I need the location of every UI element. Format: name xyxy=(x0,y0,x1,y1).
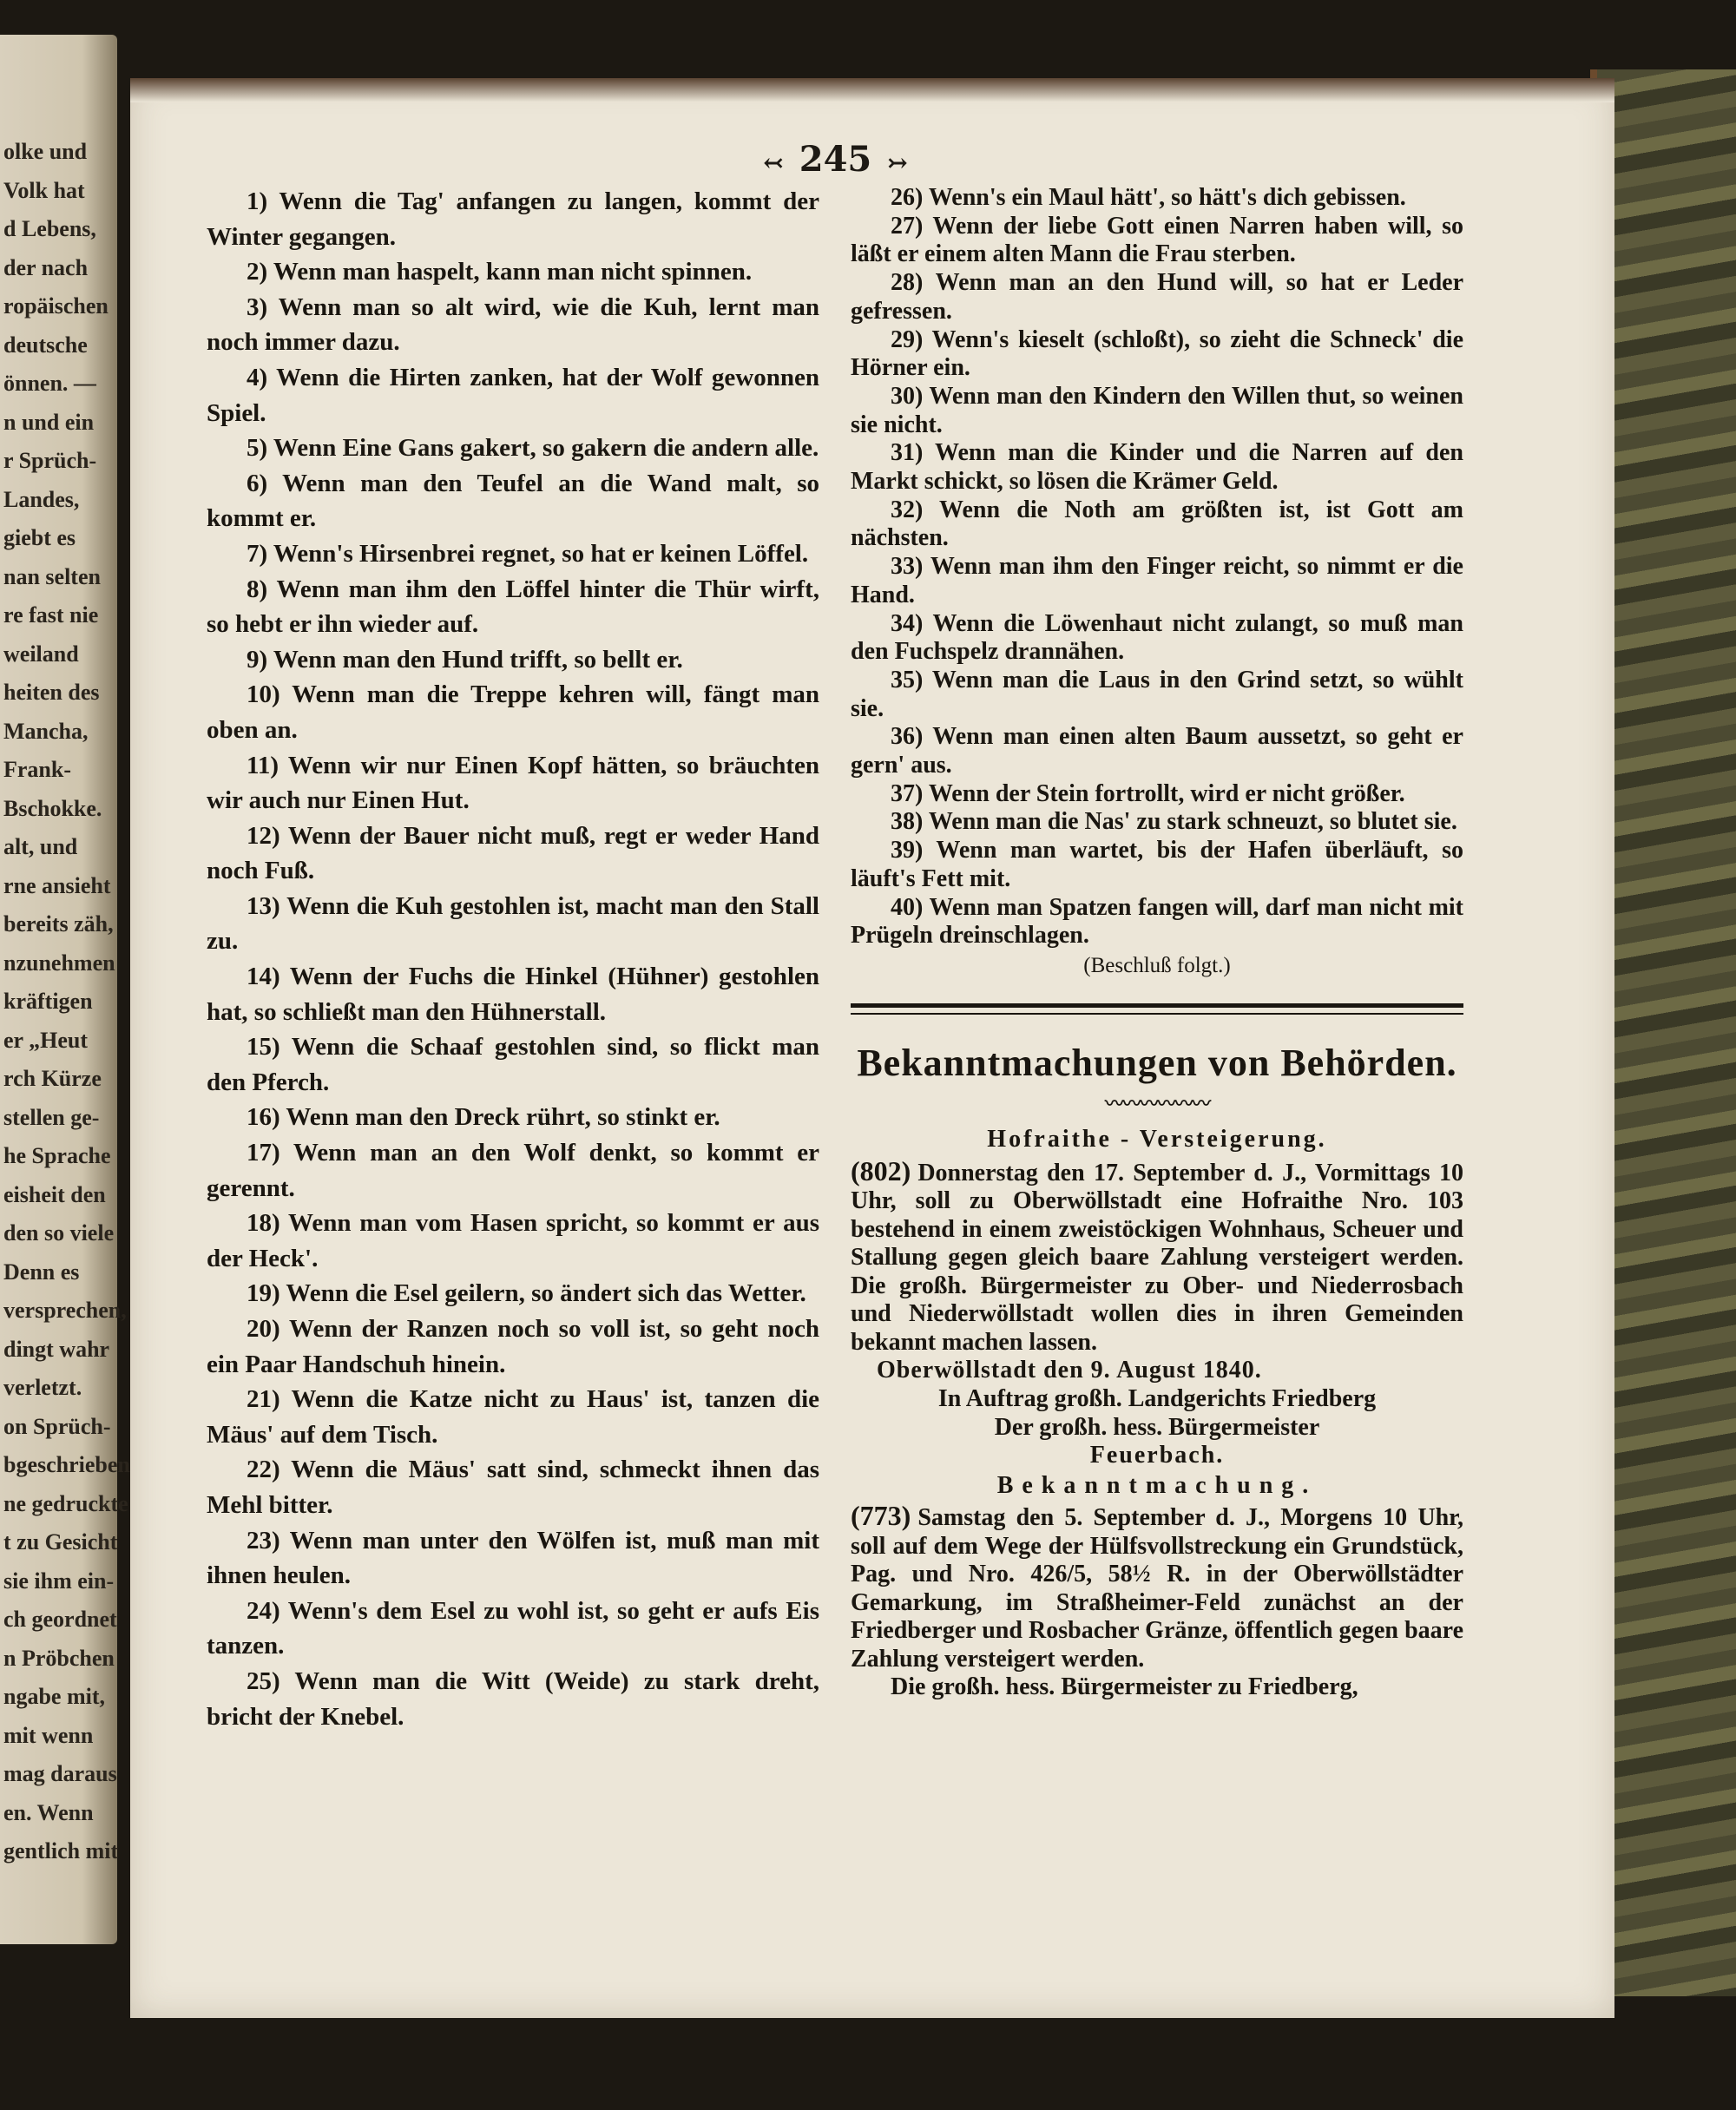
ornament-left-icon: ↢ xyxy=(763,148,784,177)
previous-page-text-fragment: re fast nie xyxy=(3,602,99,628)
proverb-item: 31) Wenn man die Kinder und die Narren auf den Markt schickt, so lösen die Krämer Geld. xyxy=(851,439,1463,496)
previous-page-text-fragment: Mancha, xyxy=(3,718,89,744)
proverbs-column-left xyxy=(207,184,819,1734)
previous-page-text-fragment: dingt wahr xyxy=(3,1336,110,1362)
notice2-body xyxy=(851,1502,1463,1673)
previous-page-text-fragment: n Pröbchen xyxy=(3,1645,115,1671)
proverb-item: 24) Wenn's dem Esel zu wohl ist, so geht er aufs Eis tanzen. xyxy=(207,1596,819,1660)
previous-page-text-fragment: ngabe mit, xyxy=(3,1684,105,1709)
previous-page-text-fragment: den so viele xyxy=(3,1220,115,1246)
proverb-item: 7) Wenn's Hirsenbrei regnet, so hat er keinen Löffel. xyxy=(247,539,809,568)
previous-page-text-fragment: deutsche xyxy=(3,332,88,358)
proverb-item: 33) Wenn man ihm den Finger reicht, so nimmt er die Hand. xyxy=(851,553,1463,608)
previous-page-text-fragment: kräftigen xyxy=(3,989,93,1014)
proverb-item: 35) Wenn man die Laus in den Grind setzt, so wühlt sie. xyxy=(851,666,1463,722)
page-number-text: 245 xyxy=(799,139,872,180)
previous-page-text-fragment: r Sprüch- xyxy=(3,448,97,473)
proverb-item: 21) Wenn die Katze nicht zu Haus' ist, tanzen die Mäus' auf dem Tisch. xyxy=(207,1385,819,1449)
previous-page-text-fragment: Landes, xyxy=(3,486,80,512)
proverb-item: 26) Wenn's ein Maul hätt', so hätt's dich gebissen. xyxy=(891,184,1406,211)
previous-page-text-fragment: versprechen, xyxy=(3,1298,127,1323)
proverb-item: 32) Wenn die Noth am größten ist, ist Gott am nächsten. xyxy=(851,496,1463,552)
previous-page-text-fragment: verletzt. xyxy=(3,1375,82,1400)
proverb-item: 6) Wenn man den Teufel an die Wand malt, so kommt er. xyxy=(207,469,819,533)
proverb-item: 17) Wenn man an den Wolf denkt, so kommt er gerennt. xyxy=(207,1139,819,1202)
proverb-item: 30) Wenn man den Kindern den Willen thut, so weinen sie nicht. xyxy=(851,382,1463,438)
previous-page-text-fragment: alt, und xyxy=(3,834,78,859)
proverb-item: 36) Wenn man einen alten Baum aussetzt, so geht er gern' aus. xyxy=(851,723,1463,779)
previous-page-text-fragment: Denn es xyxy=(3,1259,80,1285)
notice1-place-date: Oberwöllstadt den 9. August 1840. xyxy=(877,1357,1262,1384)
proverb-item: 37) Wenn der Stein fortrollt, wird er nicht größer. xyxy=(891,779,1405,807)
previous-page-text-fragment: ropäischen xyxy=(3,293,108,319)
proverb-item: 2) Wenn man haspelt, kann man nicht spinnen. xyxy=(247,258,753,286)
previous-page-text-fragment: gentlich mit xyxy=(3,1838,119,1864)
proverbs-column-right xyxy=(851,184,1463,950)
proverb-item: 19) Wenn die Esel geilern, so ändert sich das Wetter. xyxy=(247,1279,806,1308)
proverb-item: 16) Wenn man den Dreck rührt, so stinkt er. xyxy=(247,1103,720,1132)
proverb-item: 28) Wenn man an den Hund will, so hat er Leder gefressen. xyxy=(851,269,1463,325)
previous-page-text-fragment: on Sprüch- xyxy=(3,1413,111,1439)
right-column xyxy=(851,184,1463,1702)
previous-page-text-fragment: eisheit den xyxy=(3,1181,106,1207)
proverb-item: 1) Wenn die Tag' anfangen zu langen, kommt der Winter gegangen. xyxy=(207,187,819,251)
proverb-item: 18) Wenn man vom Hasen spricht, so kommt er aus der Heck'. xyxy=(207,1209,819,1272)
previous-page-text-fragment: ne gedruckte xyxy=(3,1490,128,1516)
previous-page-text-fragment: mag daraus xyxy=(3,1761,117,1786)
proverb-item: 9) Wenn man den Hund trifft, so bellt er. xyxy=(247,645,683,674)
notice1-signature-line2: Der großh. hess. Bürgermeister xyxy=(994,1413,1320,1441)
previous-page-text-fragment: bereits zäh, xyxy=(3,911,114,937)
proverb-item: 15) Wenn die Schaaf gestohlen sind, so flickt man den Pferch. xyxy=(207,1033,819,1096)
notice1-body xyxy=(851,1154,1463,1357)
previous-page-text-fragment: giebt es xyxy=(3,525,76,550)
previous-page-text-fragment: önnen. — xyxy=(3,371,96,396)
previous-page-text-fragment: Frank- xyxy=(3,757,71,782)
previous-page-text-fragment: sie ihm ein- xyxy=(3,1568,115,1594)
previous-page-text-fragment: en. Wenn xyxy=(3,1799,94,1825)
previous-page-text-fragment: er „Heut xyxy=(3,1027,88,1053)
proverb-item: 34) Wenn die Löwenhaut nicht zulangt, so muß man den Fuchspelz drannähen. xyxy=(851,609,1463,666)
section-divider xyxy=(851,1003,1463,1015)
proverb-item: 27) Wenn der liebe Gott einen Narren haben will, so läßt er einem alten Mann die Frau sterben. xyxy=(851,212,1463,268)
notice1-text: Donnerstag den 17. September d. J., Vormittags 10 Uhr, soll zu Oberwöllstadt eine Hofraithe Nro. 103 bestehend in einem zweistöckigen Wohnhaus, Scheuer und Stallung gegen gleich baare Zahlung versteigert werden. Die großh. Bürgermeister zu Ober- und Niederrosbach und Niederwöllstadt wollen dies in ihren Gemeinden bekannt machen lassen. xyxy=(851,1159,1463,1356)
squiggle-ornament: 〰〰〰〰〰〰 xyxy=(1104,1092,1209,1114)
notice1-heading: Hofraithe - Versteigerung. xyxy=(987,1125,1327,1153)
proverb-item: 22) Wenn die Mäus' satt sind, schmeckt ihnen das Mehl bitter. xyxy=(207,1456,819,1519)
previous-page-text-fragment: n und ein xyxy=(3,409,95,435)
proverb-item: 40) Wenn man Spatzen fangen will, darf man nicht mit Prügeln dreinschlagen. xyxy=(851,893,1463,950)
previous-page-text-fragment: bgeschrieben xyxy=(3,1452,130,1477)
previous-page-text-fragment: weiland xyxy=(3,641,79,667)
proverb-item: 8) Wenn man ihm den Löffel hinter die Thür wirft, so hebt er ihn wieder auf. xyxy=(207,575,819,639)
proverb-item: 38) Wenn man die Nas' zu stark schneuzt, so blutet sie. xyxy=(891,808,1457,836)
proverb-item: 13) Wenn die Kuh gestohlen ist, macht man den Stall zu. xyxy=(207,891,819,956)
notice1-signature-name: Feuerbach. xyxy=(1089,1442,1225,1469)
previous-page-text-fragment: heiten des xyxy=(3,680,100,705)
notice1-number: (802) xyxy=(851,1154,911,1186)
proverb-item: 14) Wenn der Fuchs die Hinkel (Hühner) gestohlen hat, so schließt man den Hühnerstall. xyxy=(207,963,819,1026)
notice1-signature-line1: In Auftrag großh. Landgerichts Friedberg xyxy=(937,1384,1377,1412)
previous-page-text-fragment: nan selten xyxy=(3,563,101,589)
proverb-item: 25) Wenn man die Witt (Weide) zu stark dreht, bricht der Knebel. xyxy=(207,1666,819,1731)
closing-note: (Beschluß folgt.) xyxy=(1083,953,1231,977)
previous-page-edge xyxy=(0,35,130,1944)
proverb-item: 29) Wenn's kieselt (schloßt), so zieht die Schneck' die Hörner ein. xyxy=(851,325,1463,382)
previous-page-text-fragment: Bschokke. xyxy=(3,795,102,821)
notice2-text: Samstag den 5. September d. J., Morgens 10 Uhr, soll auf dem Wege der Hülfsvollstreckung ein Grundstück, Pag. und Nro. 426/5, 58½ R. in der Oberwöllstädter Gemarkung, im Straßheimer-Feld zunächst an der Friedberger und Rosbacher Gränze, öffentlich gegen baare Zahlung versteigert werden. xyxy=(851,1504,1463,1673)
previous-page-text-fragment: der nach xyxy=(3,254,89,280)
ornament-right-icon: ↣ xyxy=(887,148,908,177)
previous-page-text-fragment: ch geordnet xyxy=(3,1607,117,1632)
previous-page-text-fragment: rch Kürze xyxy=(3,1066,102,1091)
previous-page-text-fragment: he Sprache xyxy=(3,1143,111,1168)
previous-page-text-fragment: mit wenn xyxy=(3,1722,94,1748)
section-title: Bekanntmachungen von Behörden. xyxy=(857,1041,1457,1084)
previous-page-text-fragment: olke und xyxy=(3,139,88,164)
proverb-item: 39) Wenn man wartet, bis der Hafen überläuft, so läuft's Fett mit. xyxy=(851,837,1463,892)
proverb-item: 23) Wenn man unter den Wölfen ist, muß man mit ihnen heulen. xyxy=(207,1526,819,1590)
proverb-item: 12) Wenn der Bauer nicht muß, regt er weder Hand noch Fuß. xyxy=(207,821,819,885)
page-number xyxy=(0,139,1671,180)
notice2-number: (773) xyxy=(851,1500,911,1531)
previous-page-text-fragment: t zu Gesicht xyxy=(3,1529,118,1555)
proverb-item: 3) Wenn man so alt wird, wie die Kuh, lernt man noch immer dazu. xyxy=(207,293,819,357)
proverb-item: 5) Wenn Eine Gans gakert, so gakern die andern alle. xyxy=(247,434,819,463)
page-top-shadow xyxy=(130,78,1614,102)
previous-page-text-fragment: d Lebens, xyxy=(3,216,96,241)
previous-page-text-fragment: rne ansieht xyxy=(3,872,111,898)
previous-page-text-fragment: stellen ge- xyxy=(3,1104,100,1130)
proverb-item: 20) Wenn der Ranzen noch so voll ist, so geht noch ein Paar Handschuh hinein. xyxy=(207,1315,819,1378)
notice2-tail: Die großh. hess. Bürgermeister zu Friedberg, xyxy=(891,1673,1358,1700)
previous-page-text-fragment: Volk hat xyxy=(3,177,85,203)
proverb-item: 4) Wenn die Hirten zanken, hat der Wolf gewonnen Spiel. xyxy=(207,363,819,427)
notice2-heading: Bekanntmachung. xyxy=(996,1472,1318,1499)
previous-page-text-fragment: nzunehmen xyxy=(3,950,115,976)
proverb-item: 11) Wenn wir nur Einen Kopf hätten, so bräuchten wir auch nur Einen Hut. xyxy=(207,751,819,815)
proverb-item: 10) Wenn man die Treppe kehren will, fängt man oben an. xyxy=(207,680,819,744)
